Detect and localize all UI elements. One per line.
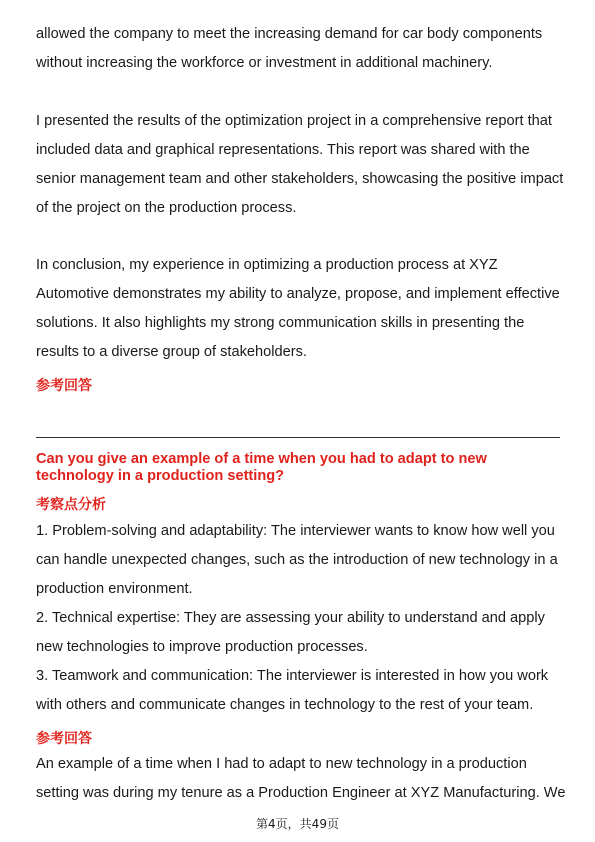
section-divider [36,437,560,438]
text-line: solutions. It also highlights my strong communication skills in presenting the [36,315,525,331]
text-line: without increasing the workforce or investment in additional machinery. [36,55,493,71]
analysis-line: can handle unexpected changes, such as the introduction of new technology in a [36,552,558,568]
text-line: senior management team and other stakeholders, showcasing the positive impact [36,171,564,187]
paragraph-conclusion [36,251,560,367]
analysis-line: with others and communicate changes in technology to the rest of your team. [36,697,534,713]
text-line: I presented the results of the optimization project in a comprehensive report that [36,113,552,129]
text-line: In conclusion, my experience in optimizing a production process at XYZ [36,257,498,273]
analysis-line: production environment. [36,581,193,597]
answer-line: An example of a time when I had to adapt to new technology in a production [36,756,527,772]
page-footer: 第4页，共49页 [256,817,339,831]
paragraph-report [36,107,564,223]
question-heading [36,451,560,485]
paragraph-previous-answer-end [36,20,560,78]
answer-paragraph [36,750,566,808]
question-line: technology in a production setting? [36,468,285,484]
answer-line: setting was during my tenure as a Production Engineer at XYZ Manufacturing. We [36,785,566,801]
question-line: Can you give an example of a time when you had to adapt to new [36,451,487,467]
analysis-line: 2. Technical expertise: They are assessing your ability to understand and apply [36,610,545,626]
analysis-label: 考察点分析 [36,497,106,513]
text-line: results to a diverse group of stakeholders. [36,344,307,360]
text-line: of the project on the production process. [36,200,297,216]
text-line: allowed the company to meet the increasing demand for car body components [36,26,543,42]
analysis-line: 1. Problem-solving and adaptability: The interviewer wants to know how well you [36,523,555,539]
text-line: included data and graphical representations. This report was shared with the [36,142,530,158]
analysis-line: 3. Teamwork and communication: The interviewer is interested in how you work [36,668,549,684]
reference-answer-label: 参考回答 [36,731,92,747]
analysis-points [36,517,560,720]
text-line: Automotive demonstrates my ability to analyze, propose, and implement effective [36,286,560,302]
reference-answer-label: 参考回答 [36,378,92,394]
analysis-line: new technologies to improve production processes. [36,639,368,655]
